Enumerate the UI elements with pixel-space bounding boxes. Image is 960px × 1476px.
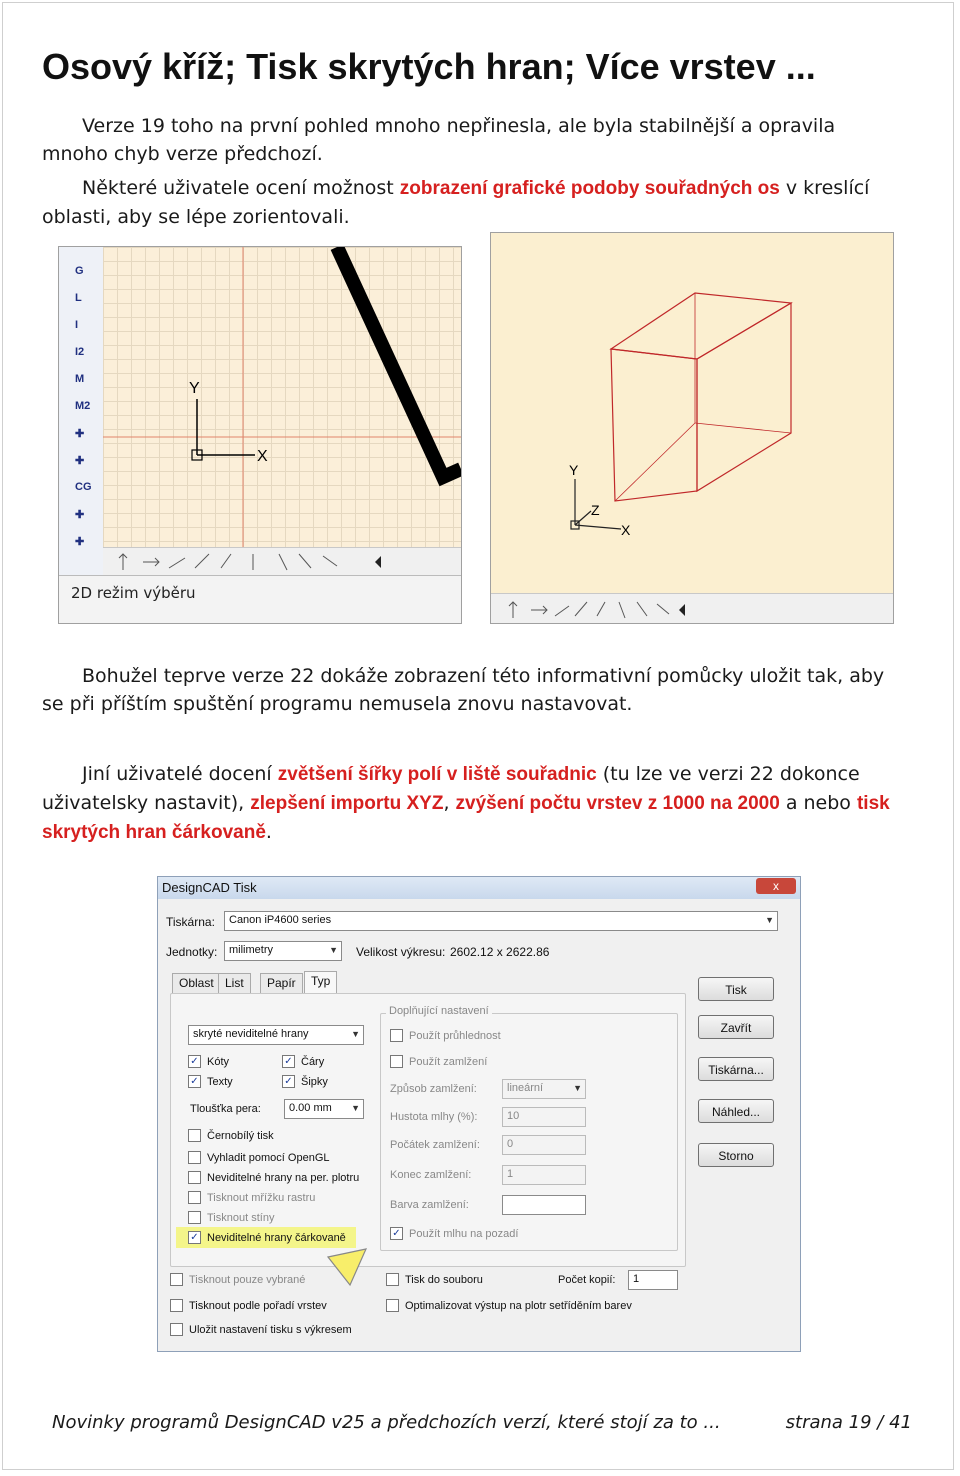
close-button[interactable]: x bbox=[756, 878, 796, 894]
box-top-face bbox=[611, 293, 791, 359]
hidden-mode-select[interactable]: skryté neviditelné hrany ▼ bbox=[188, 1025, 364, 1045]
drawing-size-label: Velikost výkresu: bbox=[356, 945, 446, 959]
tab-area[interactable]: Oblast bbox=[172, 973, 221, 993]
snap-toolbar bbox=[491, 593, 893, 624]
printer-button[interactable]: Tiskárna... bbox=[698, 1057, 774, 1081]
dialog-title: DesignCAD Tisk bbox=[162, 880, 257, 895]
arrow-diag-icon[interactable] bbox=[597, 602, 605, 616]
arrow-diag-icon[interactable] bbox=[221, 554, 231, 568]
arrow-diag-icon[interactable] bbox=[195, 554, 209, 568]
copies-input[interactable]: 1 bbox=[628, 1270, 678, 1290]
snap-tool-icon[interactable]: ✚ bbox=[75, 428, 85, 440]
tab-type[interactable]: Typ bbox=[304, 971, 337, 993]
page-number: strana 19 / 41 bbox=[785, 1412, 912, 1433]
axis-y-label: Y bbox=[569, 462, 579, 478]
snap-toolbar-icons bbox=[491, 594, 893, 624]
snap-tool-m2-icon[interactable]: M2 bbox=[75, 400, 91, 412]
scroll-left-icon[interactable] bbox=[679, 604, 685, 616]
snap-tool-icon[interactable]: ✚ bbox=[75, 536, 85, 548]
box-hidden-edge bbox=[615, 423, 695, 501]
print-dialog bbox=[157, 876, 801, 1352]
highlight-xyz-import: zlepšení importu XYZ bbox=[250, 793, 444, 814]
axis-x-line bbox=[575, 525, 621, 529]
copies-label: Počet kopií: bbox=[558, 1274, 616, 1286]
paragraph-axes: Některé uživatele ocení možnost zobrazení grafické podoby souřadných os v kreslící oblasti, aby se lépe zorientovali. bbox=[42, 177, 870, 228]
printer-label: Tiskárna: bbox=[166, 915, 215, 929]
print-grid-checkbox[interactable]: Tisknout mřížku rastru bbox=[188, 1191, 315, 1204]
hidden-dashed-checkbox[interactable]: ✓ Neviditelné hrany čárkovaně bbox=[176, 1227, 356, 1248]
close-dialog-button[interactable]: Zavřít bbox=[698, 1015, 774, 1039]
paragraph-features: Jiní uživatelé docení zvětšení šířky polí v liště souřadnic (tu lze ve verzi 22 dokonce uživatelsky nastavit), zlepšení importu XYZ, zvýšení počtu vrstev z 1000 na 2000 a nebo tisk skrytých hran čárkovaně. bbox=[42, 763, 890, 843]
units-select[interactable]: milimetry ▼ bbox=[224, 941, 342, 961]
fog-checkbox[interactable]: Použít zamlžení bbox=[390, 1055, 487, 1068]
texts-checkbox[interactable]: ✓ Texty bbox=[188, 1075, 233, 1088]
thick-polyline bbox=[337, 247, 461, 477]
arrow-right-icon[interactable] bbox=[143, 558, 159, 566]
axis-z-line bbox=[575, 511, 591, 525]
fog-density-input[interactable]: 10 bbox=[502, 1107, 586, 1127]
optimize-plotter-checkbox[interactable]: Optimalizovat výstup na plotr setříděním barev bbox=[386, 1299, 632, 1312]
paragraph-intro: Verze 19 toho na první pohled mnoho nepřinesla, ale byla stabilnější a opravila mnoho chyb verze předchozí. bbox=[42, 115, 836, 165]
arrow-up-icon[interactable] bbox=[509, 602, 517, 618]
pointer-arrow-icon bbox=[326, 1247, 370, 1289]
snap-tool-icon[interactable]: ✚ bbox=[75, 509, 85, 521]
snap-tool-l-icon[interactable]: L bbox=[75, 292, 82, 304]
page-footer bbox=[52, 1412, 912, 1433]
highlight-hidden-edges: tisk skrytých hran čárkovaně bbox=[42, 793, 890, 843]
bw-print-checkbox[interactable]: Černobílý tisk bbox=[188, 1129, 274, 1142]
arrow-diag-icon[interactable] bbox=[299, 554, 311, 568]
screenshot-2d-view bbox=[58, 246, 462, 624]
page-title: Osový kříž; Tisk skrytých hran; Více vrstev ... bbox=[42, 46, 816, 87]
snap-tool-cg-icon[interactable]: CG bbox=[75, 481, 92, 493]
arrow-up-icon[interactable] bbox=[119, 554, 127, 570]
fog-start-label: Počátek zamlžení: bbox=[390, 1139, 480, 1151]
tab-sheet[interactable]: List bbox=[218, 973, 251, 993]
transparency-checkbox[interactable]: Použít průhlednost bbox=[390, 1029, 501, 1042]
fog-type-label: Způsob zamlžení: bbox=[390, 1083, 477, 1095]
arrow-diag-icon[interactable] bbox=[619, 602, 625, 618]
hidden-plotter-checkbox[interactable]: Neviditelné hrany na per. plotru bbox=[188, 1171, 359, 1184]
snap-tool-i2-icon[interactable]: I2 bbox=[75, 346, 85, 358]
print-selected-checkbox[interactable]: Tisknout pouze vybrané bbox=[170, 1273, 305, 1286]
snap-toolbar bbox=[103, 547, 461, 576]
axis-y-label: Y bbox=[189, 380, 200, 397]
fog-density-label: Hustota mlhy (%): bbox=[390, 1111, 478, 1123]
lines-checkbox[interactable]: ✓ Čáry bbox=[282, 1055, 324, 1068]
arrow-diag-icon[interactable] bbox=[323, 556, 337, 566]
box-hidden-edge bbox=[695, 423, 791, 433]
print-button[interactable]: Tisk bbox=[698, 977, 774, 1001]
snap-toolbar-icons bbox=[103, 548, 461, 576]
layer-order-checkbox[interactable]: Tisknout podle pořadí vrstev bbox=[170, 1299, 327, 1312]
arrows-checkbox[interactable]: ✓ Šipky bbox=[282, 1075, 328, 1088]
3d-box-drawing bbox=[491, 233, 893, 593]
print-shadows-checkbox[interactable]: Tisknout stíny bbox=[188, 1211, 274, 1224]
highlight-axes: zobrazení grafické podoby souřadných os bbox=[399, 178, 780, 199]
axis-x-label: X bbox=[621, 522, 631, 538]
status-bar bbox=[59, 575, 461, 624]
fog-end-input[interactable]: 1 bbox=[502, 1165, 586, 1185]
drawing-grid bbox=[103, 247, 461, 547]
highlight-field-width: zvětšení šířky polí v liště souřadnic bbox=[277, 764, 597, 785]
snap-tool-m-icon[interactable]: M bbox=[75, 373, 85, 385]
printer-select[interactable]: Canon iP4600 series ▼ bbox=[224, 911, 778, 931]
arrow-diag-icon[interactable] bbox=[555, 606, 569, 616]
opengl-checkbox[interactable]: Vyhladit pomocí OpenGL bbox=[188, 1151, 330, 1164]
arrow-diag-icon[interactable] bbox=[279, 554, 287, 570]
fog-color-label: Barva zamlžení: bbox=[390, 1199, 469, 1211]
axis-z-label: Z bbox=[591, 502, 600, 518]
extra-settings-group bbox=[380, 1013, 678, 1251]
box-front-face bbox=[611, 349, 697, 501]
footer-text: Novinky programů DesignCAD v25 a předchozích verzí, které stojí za to ... bbox=[52, 1412, 721, 1433]
grid-drawing bbox=[103, 247, 461, 547]
tab-paper[interactable]: Papír bbox=[260, 973, 303, 993]
snap-tool-g-icon[interactable]: G bbox=[75, 265, 84, 277]
snap-tool-icon[interactable]: ✚ bbox=[75, 455, 85, 467]
screenshot-3d-view bbox=[490, 232, 894, 624]
units-label: Jednotky: bbox=[166, 945, 218, 959]
status-text: 2D režim výběru bbox=[71, 584, 196, 602]
arrow-diag-icon[interactable] bbox=[169, 558, 185, 568]
dimensions-checkbox[interactable]: ✓ Kóty bbox=[188, 1055, 229, 1068]
preview-button[interactable]: Náhled... bbox=[698, 1099, 774, 1123]
print-to-file-checkbox[interactable]: Tisk do souboru bbox=[386, 1273, 483, 1286]
pen-width-label: Tloušťka pera: bbox=[190, 1103, 261, 1115]
save-settings-checkbox[interactable]: Uložit nastavení tisku s výkresem bbox=[170, 1323, 352, 1336]
drawing-size-value: 2602.12 x 2622.86 bbox=[450, 945, 550, 959]
fog-end-label: Konec zamlžení: bbox=[390, 1169, 472, 1181]
highlight-layers: zvýšení počtu vrstev z 1000 na 2000 bbox=[455, 793, 780, 814]
dialog-titlebar bbox=[158, 877, 800, 899]
arrow-diag-icon[interactable] bbox=[657, 604, 669, 614]
scroll-left-icon[interactable] bbox=[375, 556, 381, 568]
cancel-button[interactable]: Storno bbox=[698, 1143, 774, 1167]
snap-tool-i-icon[interactable]: I bbox=[75, 319, 79, 331]
tool-palette bbox=[59, 247, 104, 577]
arrow-diag-icon[interactable] bbox=[637, 602, 647, 616]
fog-start-input[interactable]: 0 bbox=[502, 1135, 586, 1155]
arrow-right-icon[interactable] bbox=[531, 606, 547, 614]
pen-width-select[interactable]: 0.00 mm ▼ bbox=[284, 1099, 364, 1119]
arrow-diag-icon[interactable] bbox=[575, 602, 587, 616]
background-fog-checkbox[interactable]: ✓ Použít mlhu na pozadí bbox=[390, 1227, 518, 1240]
axis-x-label: X bbox=[257, 448, 268, 465]
fog-color-swatch[interactable] bbox=[502, 1195, 586, 1215]
paragraph-v22: Bohužel teprve verze 22 dokáže zobrazení této informativní pomůcky uložit tak, aby se při příštím spuštění programu nemusela znovu nastavovat. bbox=[42, 665, 885, 715]
fog-type-select[interactable]: lineární ▼ bbox=[502, 1079, 586, 1099]
extra-settings-title: Doplňující nastavení bbox=[386, 1005, 492, 1017]
